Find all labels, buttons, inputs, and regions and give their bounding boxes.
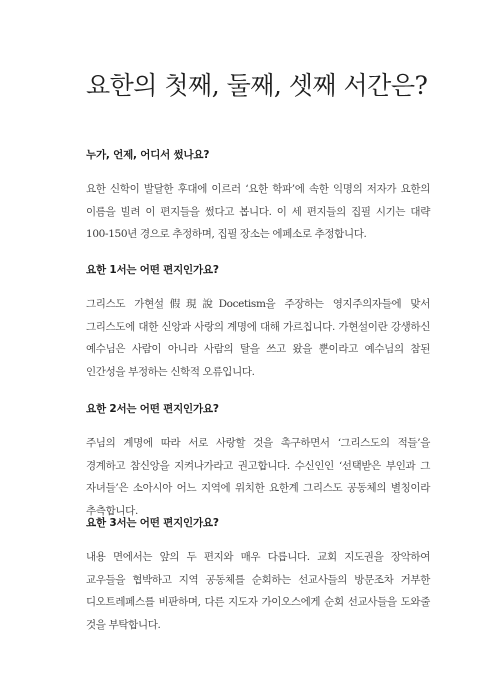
section-body: 요한 신학이 발달한 후대에 이르러 ‘요한 학파’에 속한 익명의 저자가 요한의 이름을 빌려 이 편지들을 썼다고 봅니다. 이 세 편지들의 집필 시기는 대략 100-150년 경으로 추정하며, 집필 장소는 에페소로 추정합니다. [86, 183, 430, 240]
section-third-letter [86, 516, 430, 636]
section-heading: 요한 3서는 어떤 편지인가요? [86, 517, 219, 529]
section-heading: 요한 1서는 어떤 편지인가요? [86, 264, 219, 276]
page-title: 요한의 첫째, 둘째, 셋째 서간은? [86, 71, 428, 100]
section-body: 주님의 계명에 따라 서로 사랑할 것을 촉구하면서 ‘그리스도의 적들’을 경계하고 참신앙을 지켜나가라고 권고합니다. 수신인인 ‘선택받은 부인과 그 자녀들’은 소아시아 어느 지역에 위치한 요한계 그리스도 공동체의 별칭이라 추측합니다. [86, 437, 430, 517]
section-first-letter [86, 263, 430, 383]
section-second-letter [86, 402, 430, 522]
section-who-when-where [86, 148, 430, 246]
section-heading: 누가, 언제, 어디서 썼나요? [86, 149, 210, 161]
section-body: 내용 면에서는 앞의 두 편지와 매우 다릅니다. 교회 지도권을 장악하여 교우들을 협박하고 지역 공동체를 순회하는 선교사들의 방문조차 거부한 디오트레페스를 비판하며, 다른 지도자 가이오스에게 순회 선교사들을 도와줄 것을 부탁합니다. [86, 551, 430, 631]
section-heading: 요한 2서는 어떤 편지인가요? [86, 403, 219, 415]
section-body: 그리스도 가현설假現說Docetism을 주장하는 영지주의자들에 맞서 그리스도에 대한 신앙과 사랑의 계명에 대해 가르칩니다. 가현설이란 강생하신 예수님은 사람이 아니라 사람의 탈을 쓰고 왔을 뿐이라고 예수님의 참된 인간성을 부정하는 신학적 오류입니다. [86, 298, 430, 378]
